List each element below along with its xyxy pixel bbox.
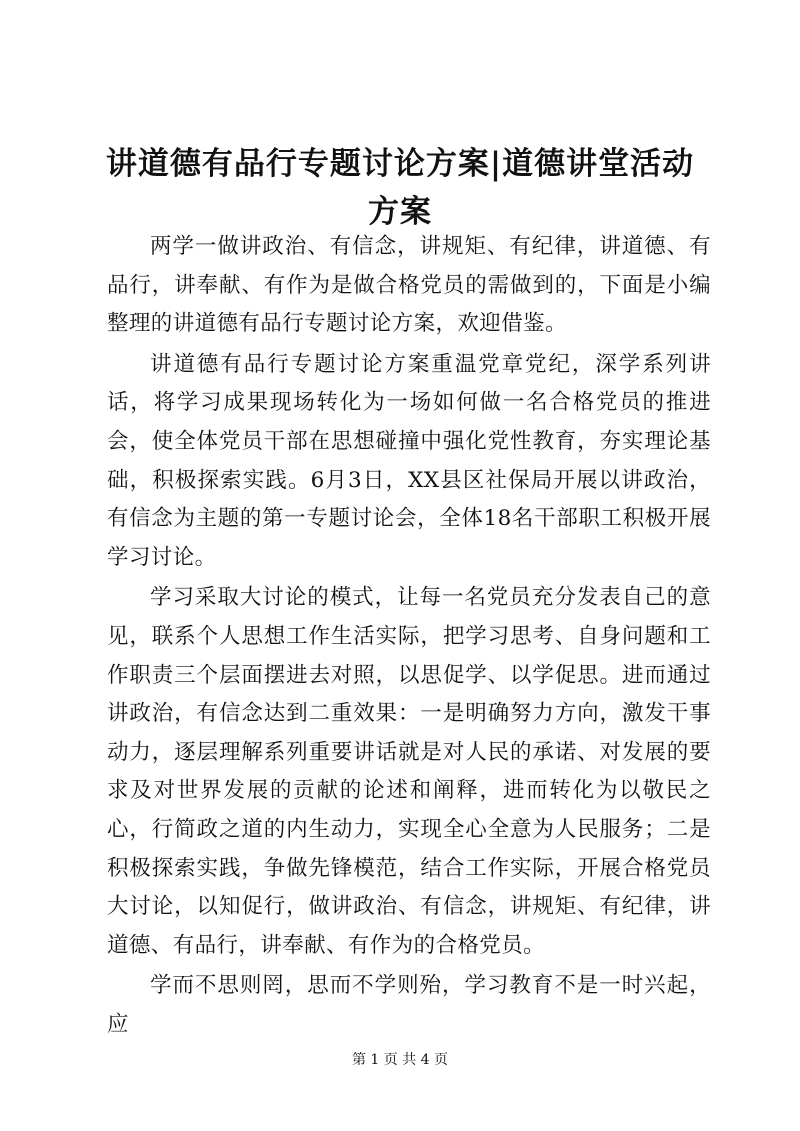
paragraph: 讲道德有品行专题讨论方案重温党章党纪，深学系列讲话，将学习成果现场转化为一场如何做一名合格党员的推进会，使全体党员干部在思想碰撞中强化党性教育，夯实理论基础，积极探索实践。6月3日，XX县区社保局开展以讲政治，有信念为主题的第一专题讨论会，全体18名干部职工积极开展学习讨论。 xyxy=(107,351,711,570)
paragraph: 两学一做讲政治、有信念，讲规矩、有纪律，讲道德、有品行，讲奉献、有作为是做合格党员的需做到的，下面是小编整理的讲道德有品行专题讨论方案，欢迎借鉴。 xyxy=(107,234,711,337)
document-body xyxy=(107,228,711,1046)
paragraph: 学而不思则罔，思而不学则殆，学习教育不是一时兴起，应 xyxy=(107,973,711,1037)
paragraph: 学习采取大讨论的模式，让每一名党员充分发表自己的意见，联系个人思想工作生活实际，把学习思考、自身问题和工作职责三个层面摆进去对照，以思促学、以学促思。进而通过讲政治，有信念达到二重效果：一是明确努力方向，激发干事动力，逐层理解系列重要讲话就是对人民的承诺、对发展的要求及对世界发展的贡献的论述和阐释，进而转化为以敬民之心，行简政之道的内生动力，实现全心全意为人民服务；二是积极探索实践，争做先锋模范，结合工作实际，开展合格党员大讨论，以知促行，做讲政治、有信念，讲规矩、有纪律，讲道德、有品行，讲奉献、有作为的合格党员。 xyxy=(107,585,711,958)
document-title: 讲道德有品行专题讨论方案|道德讲堂活动方案 xyxy=(105,146,695,230)
page-footer: 第 1 页 共 4 页 xyxy=(351,1052,449,1068)
